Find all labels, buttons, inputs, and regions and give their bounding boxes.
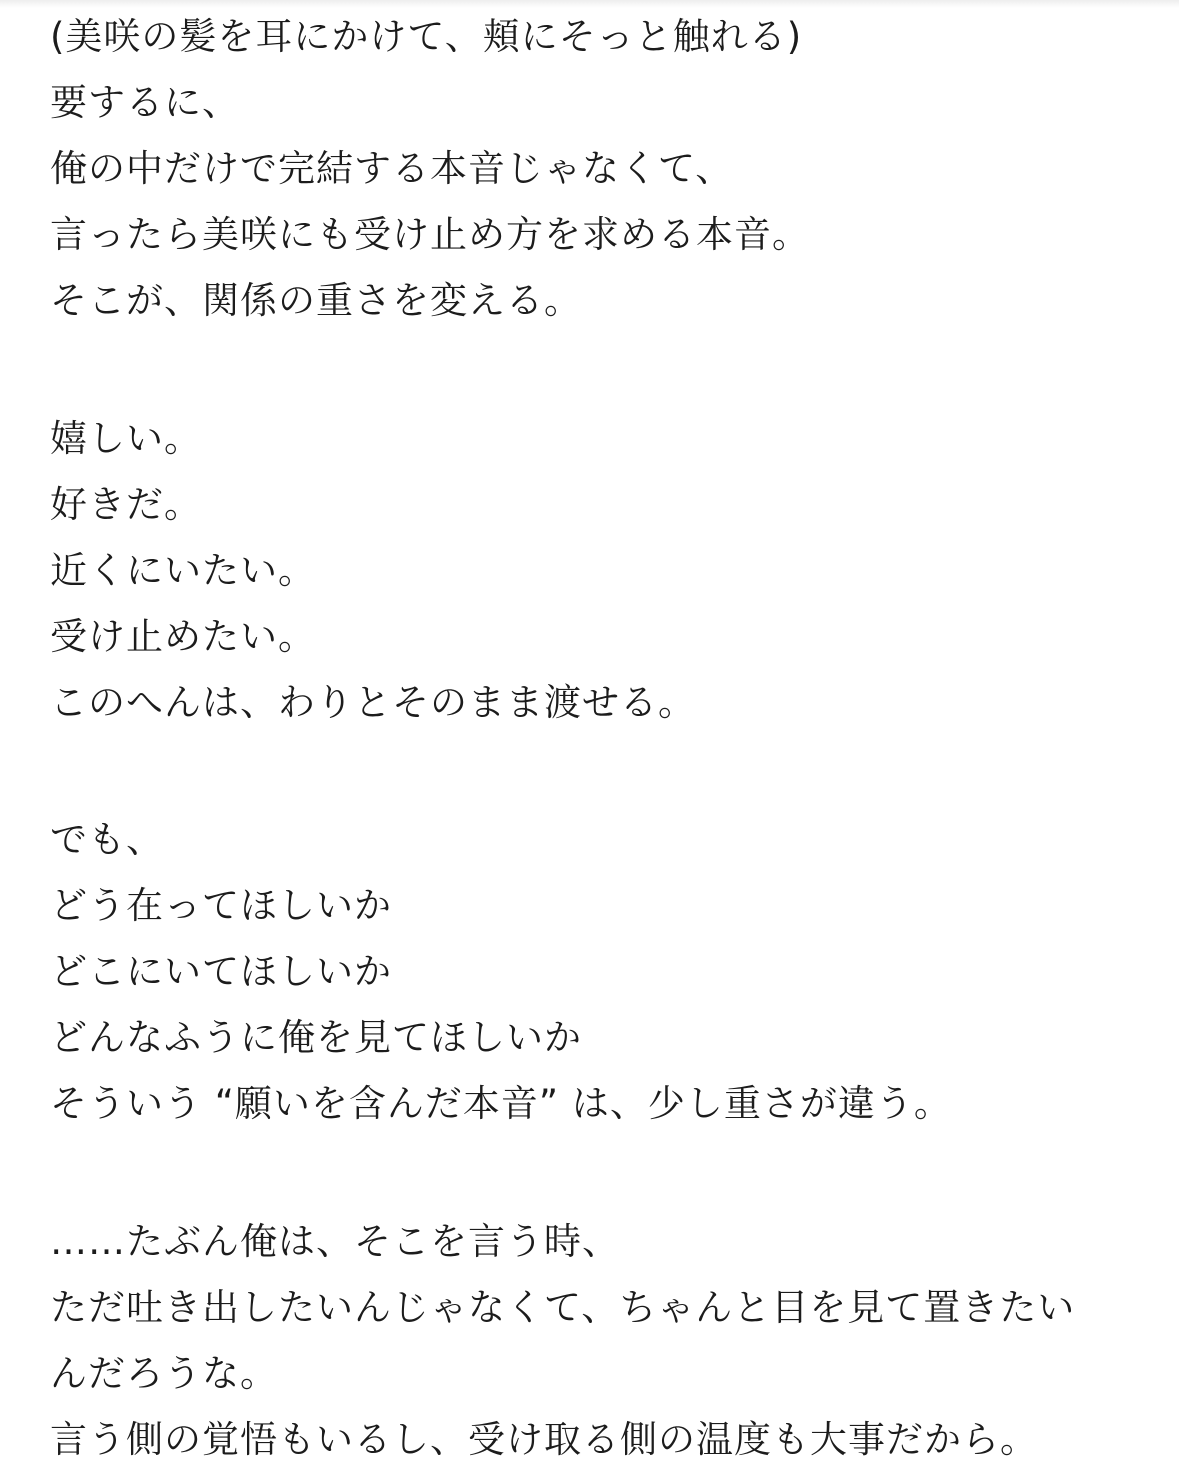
text-line: 近くにいたい。 <box>50 549 316 592</box>
text-line: 要するに、 <box>50 81 240 124</box>
text-line: 俺の中だけで完結する本音じゃなくて、 <box>50 147 734 190</box>
text-line: 言う側の覚悟もいるし、受け取る側の温度も大事だから。 <box>50 1418 1038 1461</box>
text-line: (美咲の髪を耳にかけて、頬にそっと触れる) <box>50 15 803 58</box>
text-line: どこにいてほしいか <box>50 950 392 993</box>
text-line: 受け止めたい。 <box>50 615 316 658</box>
text-line: 嬉しい。 <box>50 417 202 460</box>
text-line: そこが、関係の重さを変える。 <box>50 279 582 322</box>
text-line: ただ吐き出したいんじゃなくて、ちゃんと目を見て置きたい <box>50 1286 1076 1329</box>
text-line: んだろうな。 <box>50 1352 278 1395</box>
text-line: どう在ってほしいか <box>50 884 392 927</box>
text-line: このへんは、わりとそのまま渡せる。 <box>50 681 696 724</box>
text-line: でも、 <box>50 818 164 861</box>
text-line: ……たぶん俺は、そこを言う時、 <box>50 1220 620 1263</box>
text-line: 言ったら美咲にも受け止め方を求める本音。 <box>50 213 810 256</box>
text-line: そういう “願いを含んだ本音” は、少し重さが違う。 <box>50 1082 952 1125</box>
text-line: どんなふうに俺を見てほしいか <box>50 1016 582 1059</box>
text-line: 好きだ。 <box>50 483 202 526</box>
